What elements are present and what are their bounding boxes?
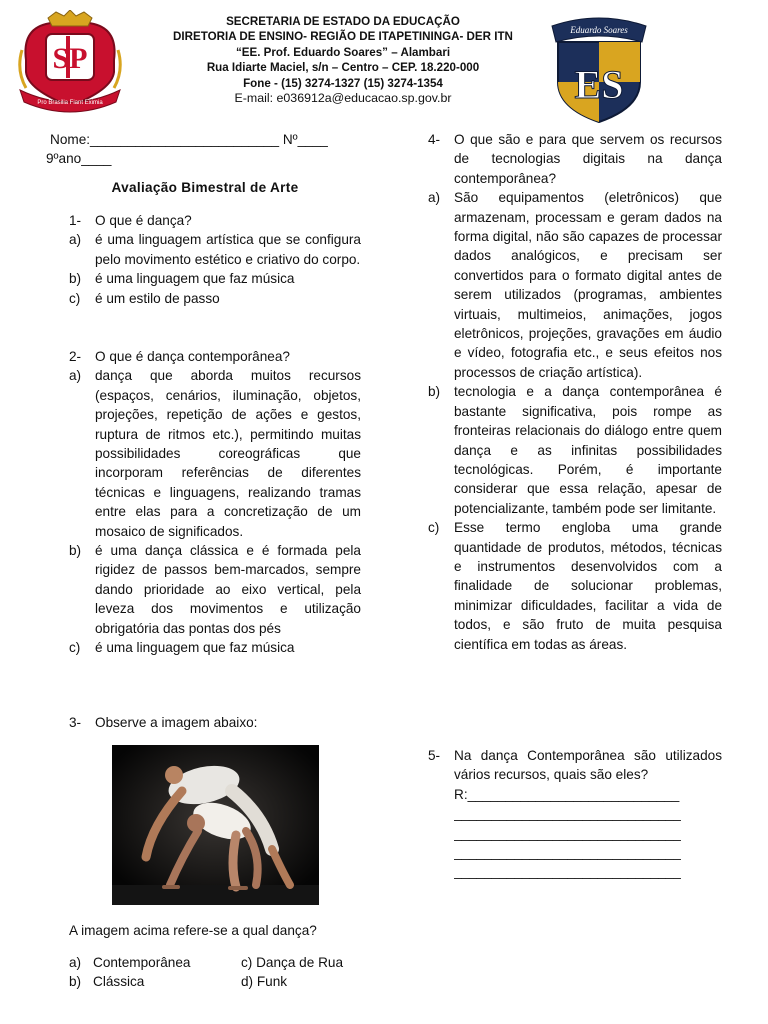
answer-line[interactable]: ______________________________	[454, 825, 681, 841]
option-text: é uma linguagem que faz música	[95, 640, 295, 656]
exam-title: Avaliação Bimestral de Arte	[111, 180, 299, 195]
question-4-number: 4-	[428, 132, 441, 147]
option-text: é uma linguagem artística que se configura pelo movimento estético e criativo do corpo.	[95, 232, 361, 267]
header-email: E-mail: e036912a@educacao.sp.gov.br	[234, 91, 452, 106]
svg-text:Eduardo Soares: Eduardo Soares	[570, 25, 628, 35]
q4-option-c[interactable]	[428, 518, 722, 654]
school-header	[150, 14, 536, 106]
q4-option-a[interactable]	[428, 188, 722, 382]
question-3-options	[69, 953, 389, 992]
q1-option-b[interactable]	[69, 269, 361, 288]
option-text: tecnologia e a dança contemporânea é bastante significativa, pois rompe as fronteiras relacionais do diálogo entre quem dança e as infinitas possibilidades tecnológicas. Porém, é importante considerar que essa relação, apesar de potencializante, também pode ser limitante.	[454, 384, 722, 516]
school-shield-logo	[546, 12, 652, 124]
sao-paulo-coat-of-arms-logo	[16, 10, 124, 118]
option-text: Esse termo engloba uma grande quantidade de produtos, métodos, técnicas e instrumentos desenvolvidos com a finalidade de solucionar problemas, minimizar dificuldades, facilitar a vida de todos, e são fruto de muita pesquisa científica em todas as áreas.	[454, 520, 722, 652]
q3-option-b[interactable]	[69, 972, 241, 991]
question-4-text: O que são e para que servem os recursos de tecnologias digitais na dança contemporânea?	[454, 132, 722, 186]
left-column	[46, 130, 364, 169]
option-letter: a)	[69, 368, 82, 384]
answer-line[interactable]: ______________________________	[454, 806, 681, 822]
question-1-text: O que é dança?	[95, 213, 192, 228]
svg-text:Pro Brasilia Fiant Eximia: Pro Brasilia Fiant Eximia	[37, 100, 103, 106]
q1-option-a[interactable]	[69, 230, 361, 269]
question-3-text: Observe a imagem abaixo:	[95, 715, 258, 730]
question-4	[428, 130, 722, 654]
name-field-line[interactable]: Nome:_________________________ Nº____	[50, 132, 328, 147]
contemporary-dance-photo	[112, 745, 319, 905]
option-letter: c)	[69, 640, 81, 656]
answer-line[interactable]: ______________________________	[454, 864, 681, 880]
q4-option-b[interactable]	[428, 382, 722, 518]
option-text: dança que aborda muitos recursos (espaços, cenários, iluminação, objetos, projeções, repetição de ações e gestos, ruptura de ritmos etc.), permitindo muitas possibilidades coreográficas que incorporam referências de diferentes técnicas e linguagens, realizando tramas entre elas para a concretização de um mosaico de significados.	[95, 368, 361, 539]
q3-option-d[interactable]: d) Funk	[241, 974, 288, 990]
option-letter: a)	[69, 232, 82, 248]
header-line-address: Rua Idiarte Maciel, s/n – Centro – CEP. 18.220-000	[206, 61, 480, 75]
option-text: é um estilo de passo	[95, 290, 220, 306]
header-line-phone: Fone - (15) 3274-1327 (15) 3274-1354	[243, 76, 443, 90]
option-text: é uma linguagem que faz música	[95, 271, 295, 287]
option-text: é uma dança clássica e é formada pela rigidez de passos bem-marcados, sempre dando prioridade ao eixo vertical, pela leveza dos movimentos e utilização obrigatória das pontas dos pés	[95, 543, 361, 636]
header-line-secretaria: SECRETARIA DE ESTADO DA EDUCAÇÃO	[226, 15, 460, 28]
question-5-text: Na dança Contemporânea são utilizados vários recursos, quais são eles?	[454, 748, 722, 783]
option-text: Contemporânea	[93, 955, 191, 970]
question-5	[428, 746, 722, 882]
option-letter: a)	[69, 955, 82, 970]
header-line-school: “EE. Prof. Eduardo Soares” – Alambari	[235, 45, 451, 59]
question-3-prompt: A imagem acima refere-se a qual dança?	[69, 923, 317, 938]
question-2-number: 2-	[69, 349, 82, 364]
question-1-number: 1-	[69, 213, 82, 228]
option-letter: b)	[428, 384, 441, 400]
option-letter: b)	[69, 974, 82, 990]
answer-line[interactable]: ______________________________	[454, 845, 681, 861]
question-3	[69, 713, 361, 732]
header-line-diretoria: DIRETORIA DE ENSINO- REGIÃO DE ITAPETININGA- DER ITN	[173, 30, 513, 44]
q1-option-c[interactable]	[69, 289, 361, 308]
question-1	[69, 211, 361, 308]
q3-option-c[interactable]: c) Dança de Rua	[241, 955, 344, 970]
option-letter: b)	[69, 271, 82, 287]
question-2	[69, 347, 361, 658]
option-letter: c)	[69, 290, 81, 306]
question-3-number: 3-	[69, 715, 82, 730]
option-letter: c)	[428, 520, 440, 536]
option-text: Clássica	[93, 974, 145, 990]
grade-field-line[interactable]: 9ºano____	[46, 151, 112, 167]
svg-text:SP: SP	[52, 42, 88, 75]
option-text: São equipamentos (eletrônicos) que armazenam, processam e geram dados na forma digital, não são capazes de processar dados analógicos, e precisam ser convertidos para o formato digital antes de serem utilizados (programas, ambientes virtuais, multimeios, animações, jogos eletrônicos, projeções, gravações em áudio e vídeo, fotografia etc., e seus efeitos nos processos de criação artística).	[454, 190, 722, 380]
option-letter: a)	[428, 190, 441, 206]
q2-option-a[interactable]	[69, 366, 361, 541]
question-2-text: O que é dança contemporânea?	[95, 349, 290, 364]
answer-line[interactable]: R:____________________________	[454, 786, 680, 802]
option-letter: b)	[69, 543, 82, 559]
svg-text:ES: ES	[574, 62, 624, 107]
q2-option-c[interactable]	[69, 638, 361, 657]
question-5-number: 5-	[428, 748, 441, 763]
answer-area[interactable]	[428, 785, 722, 882]
q2-option-b[interactable]	[69, 541, 361, 638]
q3-option-a[interactable]	[69, 953, 241, 972]
